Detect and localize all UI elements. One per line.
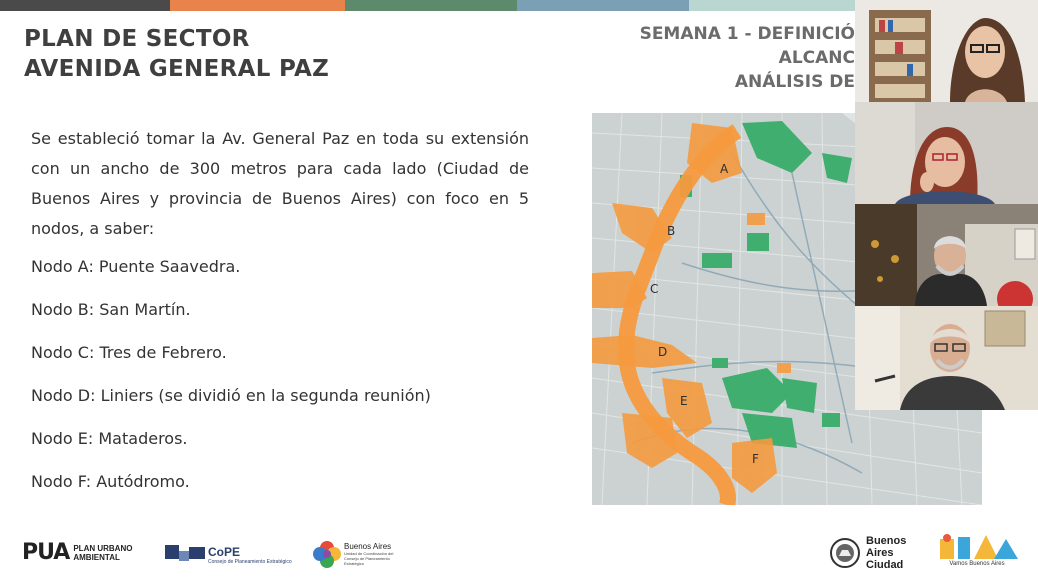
week-heading [555, 22, 855, 94]
map-node-label: F [752, 452, 759, 466]
footer-logos [0, 525, 1038, 585]
video-tile[interactable] [855, 204, 1038, 306]
map-node-label: A [720, 162, 729, 176]
map-node-label: C [650, 282, 659, 296]
participant-woman-glasses-icon [855, 0, 1038, 102]
buenos-aires-ciudad-logo [830, 535, 906, 571]
map-node-label: E [680, 394, 688, 408]
ba-subtitle: Unidad de Coordinación del Consejo de Planeamiento Estratégico [344, 551, 394, 566]
participant-man-bald-glasses-icon [855, 306, 1038, 410]
video-participants-panel [855, 0, 1038, 410]
node-item: Nodo F: Autódromo. [31, 472, 190, 491]
color-segment [345, 0, 517, 11]
bac-line: Aires [866, 547, 894, 559]
pua-mark: PUA [22, 540, 70, 565]
cope-mark-icon [165, 543, 205, 567]
title-line: AVENIDA GENERAL PAZ [24, 56, 330, 82]
node-item: Nodo D: Liniers (se dividió en la segunda reunión) [31, 386, 431, 405]
vamos-ba-mark-icon [936, 533, 1018, 561]
slide-body [31, 124, 529, 514]
title-line: PLAN DE SECTOR [24, 26, 250, 52]
node-item: Nodo E: Mataderos. [31, 429, 188, 448]
color-segment [0, 0, 170, 11]
pua-line: AMBIENTAL [73, 552, 120, 562]
week-heading-line: ALCANC [778, 48, 855, 68]
node-item: Nodo B: San Martín. [31, 300, 191, 319]
ba-name: Buenos Aires [344, 542, 392, 551]
node-item: Nodo C: Tres de Febrero. [31, 343, 227, 362]
color-segment [517, 0, 689, 11]
city-crest-icon [830, 536, 860, 570]
video-tile[interactable] [855, 306, 1038, 410]
color-wheel-icon [312, 539, 342, 569]
map-node-label: B [667, 224, 676, 238]
slide-title [24, 24, 329, 84]
week-heading-line: ANÁLISIS DE [734, 72, 855, 92]
color-segment [170, 0, 345, 11]
participant-man-grey-hair-icon [855, 204, 1038, 306]
bac-line: Buenos [866, 535, 907, 547]
video-tile[interactable] [855, 0, 1038, 102]
pua-logo [22, 540, 132, 565]
video-tile[interactable] [855, 102, 1038, 204]
map-node-label: D [658, 345, 668, 359]
vba-text: Vamos Buenos Aires [949, 561, 1005, 567]
week-heading-line: SEMANA 1 - DEFINICIÓ [639, 24, 855, 44]
vamos-buenos-aires-logo [936, 533, 1018, 567]
cope-logo [165, 543, 292, 567]
cope-name: CoPE [208, 545, 241, 559]
cope-subtitle: Consejo de Planeamiento Estratégico [208, 559, 292, 565]
node-item: Nodo A: Puente Saavedra. [31, 257, 241, 276]
bac-line: Ciudad [866, 559, 904, 571]
pua-line: PLAN URBANO [73, 543, 133, 553]
participant-woman-red-hair-icon [855, 102, 1038, 204]
buenos-aires-cope-logo [312, 539, 399, 569]
pua-subtitle [73, 544, 132, 562]
intro-paragraph: Se estableció tomar la Av. General Paz en toda su extensión con un ancho de 300 metros para cada lado (Ciudad de Buenos Aires y provincia de Buenos Aires) con foco en 5 nodos, a saber: [31, 129, 529, 238]
